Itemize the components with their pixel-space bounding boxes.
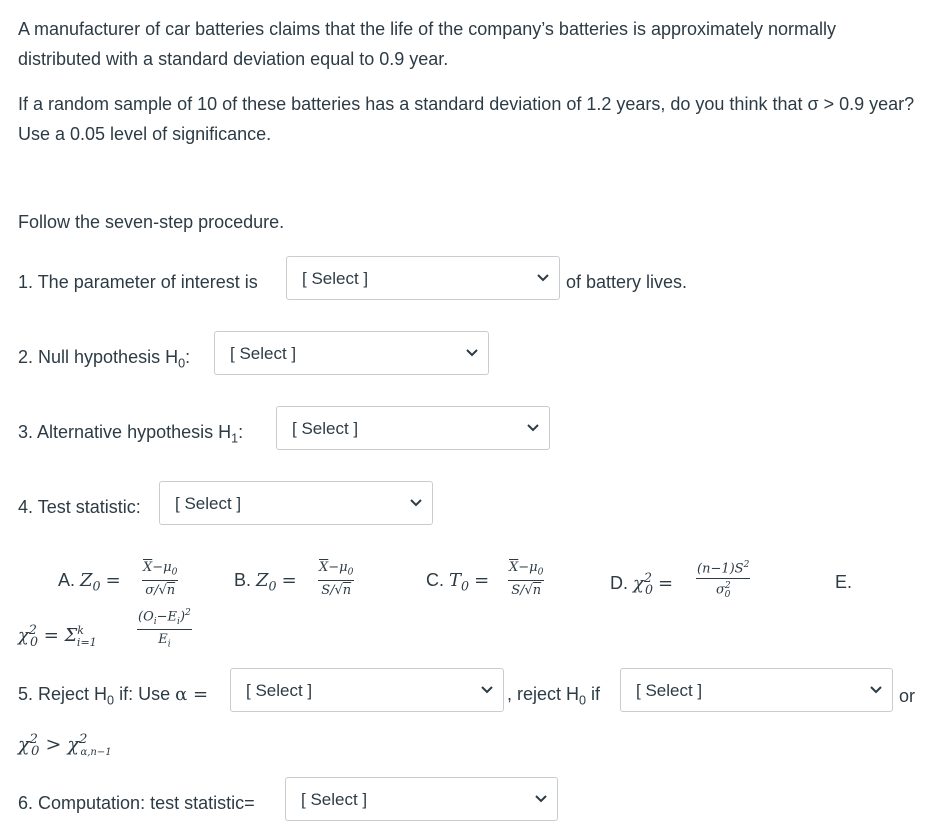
question-paragraph-2: If a random sample of 10 of these batteries has a standard deviation of 1.2 years, do you think that σ > 0.9 year? Use a 0.05 level of significance. <box>18 94 915 144</box>
alpha-select-value: [ Select ] <box>246 681 313 700</box>
option-b <box>234 570 297 594</box>
step5-text: 5. Reject H <box>18 684 108 704</box>
chevron-down-icon <box>410 496 422 510</box>
step3-subscript: 1 <box>231 431 239 446</box>
equals-sign: = <box>657 573 674 594</box>
step2-subscript: 0 <box>178 356 186 371</box>
option-a-lhs: $Z_0$ <box>80 570 101 594</box>
rejection-region-select[interactable] <box>620 668 893 712</box>
option-d <box>610 570 673 597</box>
step5-reject-tail: if <box>586 684 601 704</box>
alpha-symbol: α = <box>175 684 209 705</box>
step2-colon: : <box>185 347 191 367</box>
chevron-down-icon <box>535 792 547 806</box>
step3-text: 3. Alternative hypothesis H <box>18 422 232 442</box>
step1-label: 1. The parameter of interest is <box>18 272 258 292</box>
step2-text: 2. Null hypothesis H <box>18 347 179 367</box>
option-c <box>426 570 489 594</box>
option-b-label: B. <box>234 570 252 590</box>
null-hypothesis-select-value: [ Select ] <box>230 344 297 363</box>
step4-label: 4. Test statistic: <box>18 497 141 517</box>
parameter-select-value: [ Select ] <box>302 269 369 288</box>
step3-label <box>18 422 243 446</box>
step5-or-text: or <box>899 686 916 706</box>
chevron-down-icon <box>537 271 549 285</box>
rejection-criterion: $\chi^2_0 > \chi^2_{\alpha,n-1}$ <box>18 732 112 760</box>
computation-select-value: [ Select ] <box>301 790 368 809</box>
option-a <box>58 570 121 594</box>
alpha-select[interactable] <box>230 668 504 712</box>
option-d-fraction: $\frac{(n-1)S^2}{\sigma^2_0}$ <box>697 560 750 601</box>
rejection-region-select-value: [ Select ] <box>636 681 703 700</box>
step5-reject-label <box>507 684 600 708</box>
option-b-lhs: $Z_0$ <box>256 570 277 594</box>
equals-sign: = <box>105 570 121 591</box>
option-d-lhs: $\chi^2_0$ <box>633 570 653 597</box>
step5-reject-subscript: 0 <box>579 693 587 708</box>
null-hypothesis-select[interactable] <box>214 331 489 375</box>
equals-sign: = <box>281 570 297 591</box>
equals-sign: = <box>474 570 490 591</box>
option-a-label: A. <box>58 570 76 590</box>
step6-label: 6. Computation: test statistic= <box>18 793 255 813</box>
step5-tail: if: Use <box>114 684 171 704</box>
option-c-label: C. <box>426 570 444 590</box>
option-d-label: D. <box>610 573 628 593</box>
chevron-down-icon <box>527 421 539 435</box>
test-statistic-select-value: [ Select ] <box>175 494 242 513</box>
computation-select[interactable] <box>285 777 558 821</box>
option-e-fraction: $\frac{(O_i-E_i)^2}{E_i}$ <box>138 608 191 650</box>
option-e-lhs: $\chi^2_0 = \Sigma^k_{i=1}$ <box>18 622 97 649</box>
alternative-hypothesis-select-value: [ Select ] <box>292 419 359 438</box>
step5-reject-text: , reject H <box>507 684 580 704</box>
step5-subscript: 0 <box>107 693 115 708</box>
alternative-hypothesis-select[interactable] <box>276 406 550 450</box>
parameter-select[interactable] <box>286 256 560 300</box>
step1-suffix: of battery lives. <box>566 272 688 292</box>
chevron-down-icon <box>870 683 882 697</box>
option-b-fraction: $\frac{\overline{X}-\mu_0}{S/√n}$ <box>319 560 354 598</box>
option-a-fraction: $\frac{\overline{X}-\mu_0}{\sigma/√n}$ <box>143 560 178 598</box>
instruction-text: Follow the seven-step procedure. <box>18 212 285 232</box>
option-e-label: E. <box>835 572 853 592</box>
option-c-fraction: $\frac{\overline{X}-\mu_0}{S/√n}$ <box>509 560 544 598</box>
step3-colon: : <box>238 422 244 442</box>
chevron-down-icon <box>466 346 478 360</box>
chevron-down-icon <box>481 683 493 697</box>
step5-label <box>18 684 208 708</box>
test-statistic-select[interactable] <box>159 481 433 525</box>
step2-label <box>18 347 190 371</box>
option-c-lhs: $T_0$ <box>449 570 470 594</box>
question-paragraph-1: A manufacturer of car batteries claims that the life of the company’s batteries is approximately normally distributed with a standard deviation equal to 0.9 year. <box>18 19 837 69</box>
